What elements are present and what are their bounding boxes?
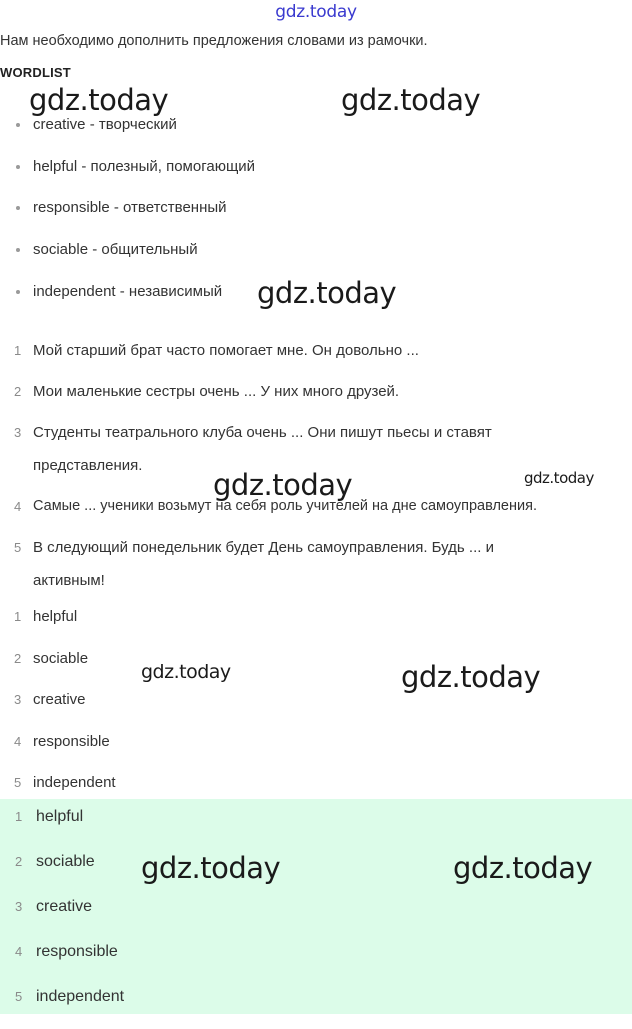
item-number: 4 — [15, 944, 23, 959]
sentence-text: В следующий понедельник будет День самоуправления. Будь ... и активным! — [33, 539, 494, 589]
watermark: gdz.today — [141, 851, 281, 885]
item-number: 2 — [15, 854, 23, 869]
wordlist-item-text: independent - независимый — [33, 282, 223, 300]
watermark: gdz.today — [524, 469, 594, 487]
item-number: 1 — [14, 343, 22, 358]
wordlist-item-text: responsible - ответственный — [33, 199, 227, 217]
answer-item — [0, 762, 116, 804]
answer-text: creative — [36, 898, 93, 915]
wordlist-item — [0, 229, 255, 271]
bullet-icon — [16, 290, 20, 294]
bullet-icon — [16, 165, 20, 169]
sentence-list — [0, 330, 632, 601]
answer-item — [0, 638, 116, 680]
sentence-item — [0, 330, 632, 371]
watermark: gdz.today — [453, 851, 593, 885]
answer-item — [0, 939, 124, 984]
answer-item — [0, 596, 116, 638]
item-number: 1 — [14, 609, 22, 624]
answer-text: independent — [36, 988, 125, 1005]
item-number: 3 — [14, 692, 22, 708]
item-number: 5 — [14, 775, 22, 791]
answer-text: helpful — [36, 808, 84, 825]
task-instruction: Нам необходимо дополнить предложения словами из рамочки. — [0, 33, 428, 49]
sentence-text: Мой старший брат часто помогает мне. Он довольно ... — [33, 342, 419, 359]
answer-text: responsible — [33, 732, 110, 750]
item-number: 4 — [14, 733, 22, 749]
wordlist-item — [0, 146, 255, 188]
sentence-text: Самые ... ученики возьмут на себя роль учителей на дне самоуправления. — [33, 498, 537, 514]
sentence-text: Студенты театрального клуба очень ... Они пишут пьесы и ставят представления. — [33, 424, 492, 474]
item-number: 1 — [15, 809, 23, 824]
watermark: gdz.today — [29, 83, 169, 117]
highlighted-answer-list — [0, 804, 124, 1029]
answer-box — [0, 799, 632, 1014]
answer-item — [0, 984, 124, 1029]
wordlist-item-text: sociable - общительный — [33, 241, 198, 259]
answer-text: responsible — [36, 943, 118, 960]
wordlist — [0, 104, 255, 312]
site-logo[interactable]: gdz.today — [275, 2, 357, 22]
answer-list — [0, 596, 116, 804]
answer-text: independent — [33, 774, 116, 792]
wordlist-item — [0, 187, 255, 229]
watermark: gdz.today — [213, 468, 353, 502]
answer-item — [0, 894, 124, 939]
answer-item — [0, 721, 116, 763]
wordlist-item-text: helpful - полезный, помогающий — [33, 157, 256, 175]
watermark: gdz.today — [341, 83, 481, 117]
sentence-item — [0, 371, 632, 412]
item-number: 2 — [14, 384, 22, 399]
wordlist-item-text: creative - творческий — [33, 116, 177, 133]
item-number: 2 — [14, 650, 22, 666]
answer-item — [0, 849, 124, 894]
wordlist-item — [0, 271, 255, 313]
answer-text: creative — [33, 691, 86, 709]
watermark: gdz.today — [141, 661, 231, 683]
item-number: 4 — [14, 499, 22, 514]
item-number: 5 — [14, 540, 22, 555]
item-number: 5 — [15, 989, 23, 1004]
bullet-icon — [16, 123, 20, 127]
item-number: 3 — [15, 899, 23, 914]
sentence-text: Мои маленькие сестры очень ... У них много друзей. — [33, 383, 400, 400]
sentence-item — [0, 527, 632, 601]
wordlist-heading: WORDLIST — [0, 65, 71, 80]
answer-text: sociable — [36, 853, 95, 870]
watermark: gdz.today — [401, 660, 541, 694]
watermark: gdz.today — [257, 276, 397, 310]
answer-item — [0, 804, 124, 849]
item-number: 3 — [14, 425, 22, 440]
bullet-icon — [16, 248, 20, 252]
bullet-icon — [16, 206, 20, 210]
answer-text: helpful — [33, 608, 78, 625]
answer-text: sociable — [33, 649, 89, 667]
answer-item — [0, 679, 116, 721]
